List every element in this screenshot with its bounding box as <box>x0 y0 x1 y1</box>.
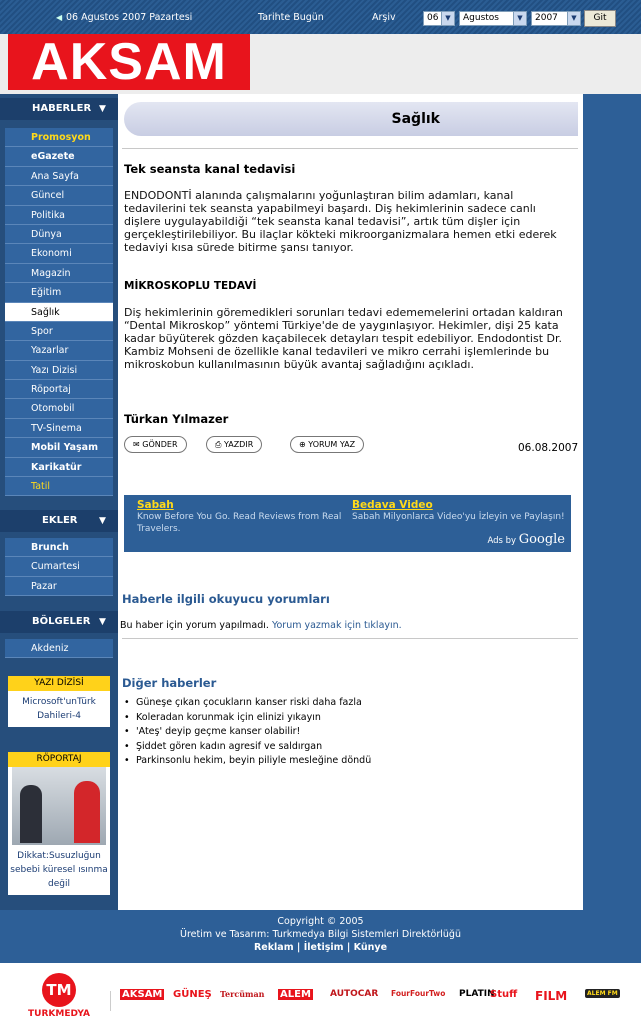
brand-tercuman[interactable]: Tercüman <box>220 989 265 999</box>
ad-1-title[interactable]: Sabah <box>137 499 174 511</box>
ad-2-title[interactable]: Bedava Video <box>352 499 433 511</box>
sidebar-item-roportaj[interactable]: Röportaj <box>5 380 113 399</box>
comments-text <box>120 620 402 631</box>
sidebar-item-dunya[interactable]: Dünya <box>5 225 113 244</box>
printer-icon: ⎙ <box>215 440 222 449</box>
write-comment-link[interactable]: Yorum yazmak için tıklayın. <box>271 620 402 631</box>
triangle-down-icon: ▼ <box>99 516 106 526</box>
plus-circle-icon: ⊕ <box>299 440 306 449</box>
send-button[interactable] <box>124 436 187 453</box>
comment-label: YORUM YAZ <box>308 440 356 449</box>
person-figure <box>74 781 100 843</box>
roportaj-header: RÖPORTAJ <box>8 752 110 767</box>
archive-label: Arşiv <box>372 12 396 23</box>
ekler-nav <box>0 538 118 596</box>
yazi-dizisi-header: YAZI DİZİSİ <box>8 676 110 691</box>
aksam-logo[interactable]: AKSAM <box>8 34 250 90</box>
current-date: 06 Agustos 2007 Pazartesi <box>66 12 193 23</box>
google-logo: Google <box>518 532 565 547</box>
tm-icon: TM <box>42 973 76 1007</box>
ekler-label: EKLER <box>42 515 78 526</box>
ad-box <box>124 495 571 552</box>
yazi-dizisi-text[interactable]: Microsoft'unTürk Dahileri-4 <box>22 697 96 721</box>
sidebar-item-spor[interactable]: Spor <box>5 322 113 341</box>
other-news-title: Diğer haberler <box>122 676 217 690</box>
sidebar-item-brunch[interactable]: Brunch <box>5 538 113 557</box>
sidebar <box>0 94 118 910</box>
send-label: GÖNDER <box>142 440 178 449</box>
sidebar-item-saglik[interactable]: Sağlık <box>5 303 113 322</box>
divider <box>122 638 578 639</box>
sidebar-item-karikatur[interactable]: Karikatür <box>5 458 113 477</box>
roportaj-photo[interactable] <box>12 767 106 845</box>
divider <box>110 991 111 1011</box>
history-link[interactable]: Tarihte Bugün <box>258 12 324 23</box>
sidebar-item-egitim[interactable]: Eğitim <box>5 283 113 302</box>
main-content <box>118 94 583 910</box>
footer-links: Reklam | İletişim | Künye <box>253 942 388 953</box>
print-label: YAZDIR <box>223 440 254 449</box>
sidebar-item-ekonomi[interactable]: Ekonomi <box>5 244 113 263</box>
brand-gunes[interactable]: GÜNEŞ <box>173 989 212 1000</box>
turkmedya-logo[interactable] <box>22 973 96 1019</box>
print-button[interactable] <box>206 436 262 453</box>
sidebar-item-tv-sinema[interactable]: TV-Sinema <box>5 419 113 438</box>
haberler-header[interactable] <box>0 98 118 120</box>
turkmedya-name: TURKMEDYA <box>28 1009 90 1019</box>
bolgeler-nav <box>0 639 118 658</box>
sidebar-item-pazar[interactable]: Pazar <box>5 577 113 596</box>
day-select-value: 06 <box>427 13 439 23</box>
copyright: Copyright © 2005 <box>277 916 364 927</box>
article-title: Tek seansta kanal tedavisi <box>124 162 296 176</box>
year-select[interactable] <box>531 11 581 26</box>
year-select-value: 2007 <box>535 13 558 23</box>
ads-by-label: Ads by <box>487 536 517 546</box>
month-select[interactable] <box>459 11 527 26</box>
sidebar-item-yazi-dizisi[interactable]: Yazı Dizisi <box>5 361 113 380</box>
go-button[interactable]: Git <box>584 10 616 27</box>
brand-alem[interactable]: ALEM <box>280 989 311 1000</box>
ekler-header[interactable] <box>0 510 118 532</box>
footer-link-iletisim[interactable]: İletişim <box>303 942 344 953</box>
article-author: Türkan Yılmazer <box>124 412 229 426</box>
brand-autocar[interactable]: AUTOCAR <box>330 989 379 999</box>
mail-icon: ✉ <box>133 440 140 449</box>
news-nav <box>0 128 118 496</box>
ad-2[interactable] <box>352 499 567 523</box>
comments-title: Haberle ilgili okuyucu yorumları <box>122 592 330 606</box>
footer-link-kunye[interactable]: Künye <box>353 942 388 953</box>
arrow-left-icon: ◀ <box>56 13 63 22</box>
chevron-down-icon: ▼ <box>441 12 454 25</box>
list-item[interactable]: • Koleradan korunmak için elinizi yıkayın <box>124 711 371 726</box>
brand-fourfourtwo[interactable]: FourFourTwo <box>391 989 446 998</box>
roportaj-text[interactable]: Dikkat:Susuzluğun sebebi küresel ısınma değil <box>10 851 108 889</box>
article-paragraph-2: Diş hekimlerinin göremedikleri sorunları tedavi edememelerini ortadan kaldıran “Dental Mikroskop” yöntemi Türkiye'de de yaygınlaşıyor. Hekimler, dişi 25 kata kadar büyüterek gözden kaçabilecek detayları tespit edebiliyor. Endodontist Dr. Kambiz Mohseni de özellikle kanal tedavileri ve mikro cerrahi işlemlerinde bu mikroskobun kullanılmasının büyük avantaj sağladığını açıkladı. <box>124 306 563 371</box>
sidebar-item-cumartesi[interactable]: Cumartesi <box>5 557 113 576</box>
sidebar-item-egazete[interactable]: eGazete <box>5 147 113 166</box>
brand-platin[interactable]: PLATIN <box>459 989 495 999</box>
brand-film[interactable]: FILM <box>535 989 568 1003</box>
ad-1-text: Know Before You Go. Read Reviews from Real Travelers. <box>137 512 342 534</box>
sidebar-item-promosyon[interactable]: Promosyon <box>5 128 113 147</box>
chevron-down-icon: ▼ <box>567 12 580 25</box>
article-subheading: MİKROSKOPLU TEDAVİ <box>124 280 257 292</box>
sidebar-item-magazin[interactable]: Magazin <box>5 264 113 283</box>
sidebar-item-yazarlar[interactable]: Yazarlar <box>5 341 113 360</box>
no-comment-text: Bu haber için yorum yapılmadı. <box>120 620 269 631</box>
triangle-down-icon: ▼ <box>99 617 106 627</box>
haberler-label: HABERLER <box>32 103 92 114</box>
ads-by-google[interactable] <box>487 532 565 547</box>
bolgeler-label: BÖLGELER <box>32 616 91 627</box>
list-item[interactable]: • 'Ateş' deyip geçme kanser olabilir! <box>124 725 371 740</box>
sidebar-item-akdeniz[interactable]: Akdeniz <box>5 639 113 658</box>
sidebar-item-mobil-yasam[interactable]: Mobil Yaşam <box>5 438 113 457</box>
section-title: Sağlık <box>124 102 578 136</box>
ad-1[interactable] <box>137 499 352 535</box>
bolgeler-header[interactable] <box>0 611 118 633</box>
ad-2-text: Sabah Milyonlarca Video'yu İzleyin ve Paylaşın! <box>352 512 565 522</box>
sidebar-item-ana-sayfa[interactable]: Ana Sayfa <box>5 167 113 186</box>
header <box>0 34 641 94</box>
list-item[interactable]: • Parkinsonlu hekim, beyin piliyle mesleğine döndü <box>124 754 371 769</box>
list-item[interactable]: • Güneşe çıkan çocukların kanser riski daha fazla <box>124 696 371 711</box>
day-select[interactable] <box>423 11 455 26</box>
divider <box>122 148 578 149</box>
person-figure <box>20 785 42 843</box>
other-news-list <box>124 696 371 769</box>
brand-stuff[interactable]: Stuff <box>490 989 518 1000</box>
sidebar-item-otomobil[interactable]: Otomobil <box>5 399 113 418</box>
brand-aksam[interactable]: AKSAM <box>122 989 163 1000</box>
brand-bar <box>0 963 641 1024</box>
chevron-down-icon: ▼ <box>513 12 526 25</box>
article-date: 06.08.2007 <box>518 442 579 454</box>
sidebar-item-guncel[interactable]: Güncel <box>5 186 113 205</box>
yazi-dizisi-box[interactable] <box>8 676 110 727</box>
credits: Üretim ve Tasarım: Turkmedya Bilgi Sistemleri Direktörlüğü <box>180 929 461 940</box>
roportaj-box[interactable] <box>8 752 110 895</box>
list-item[interactable]: • Şiddet gören kadın agresif ve saldırgan <box>124 740 371 755</box>
sidebar-item-tatil[interactable]: Tatil <box>5 477 113 496</box>
brand-alem-fm[interactable]: ALEM FM <box>587 990 618 997</box>
comment-button[interactable] <box>290 436 364 453</box>
footer-link-reklam[interactable]: Reklam <box>253 942 294 953</box>
triangle-down-icon: ▼ <box>99 104 106 114</box>
right-margin <box>583 94 641 910</box>
footer <box>0 910 641 963</box>
article-paragraph-1: ENDODONTİ alanında çalışmalarını yoğunlaştıran bilim adamları, kanal tedavilerini tek seansta yapabilmeyi başardı. Diş hekimlerinin sadece canlı dişlere uygulayabildiği “tek seansta kanal tedavisi”, artık tüm dişler için gerçekleştirilebiliyor. Bu ilaçlar kökteki mikroorganizmalara hemen etki ederek tedaviyi kısa sürede bitirme şansı tanıyor. <box>124 189 557 254</box>
top-bar <box>0 0 641 34</box>
sidebar-item-politika[interactable]: Politika <box>5 206 113 225</box>
month-select-value: Agustos <box>463 13 499 23</box>
